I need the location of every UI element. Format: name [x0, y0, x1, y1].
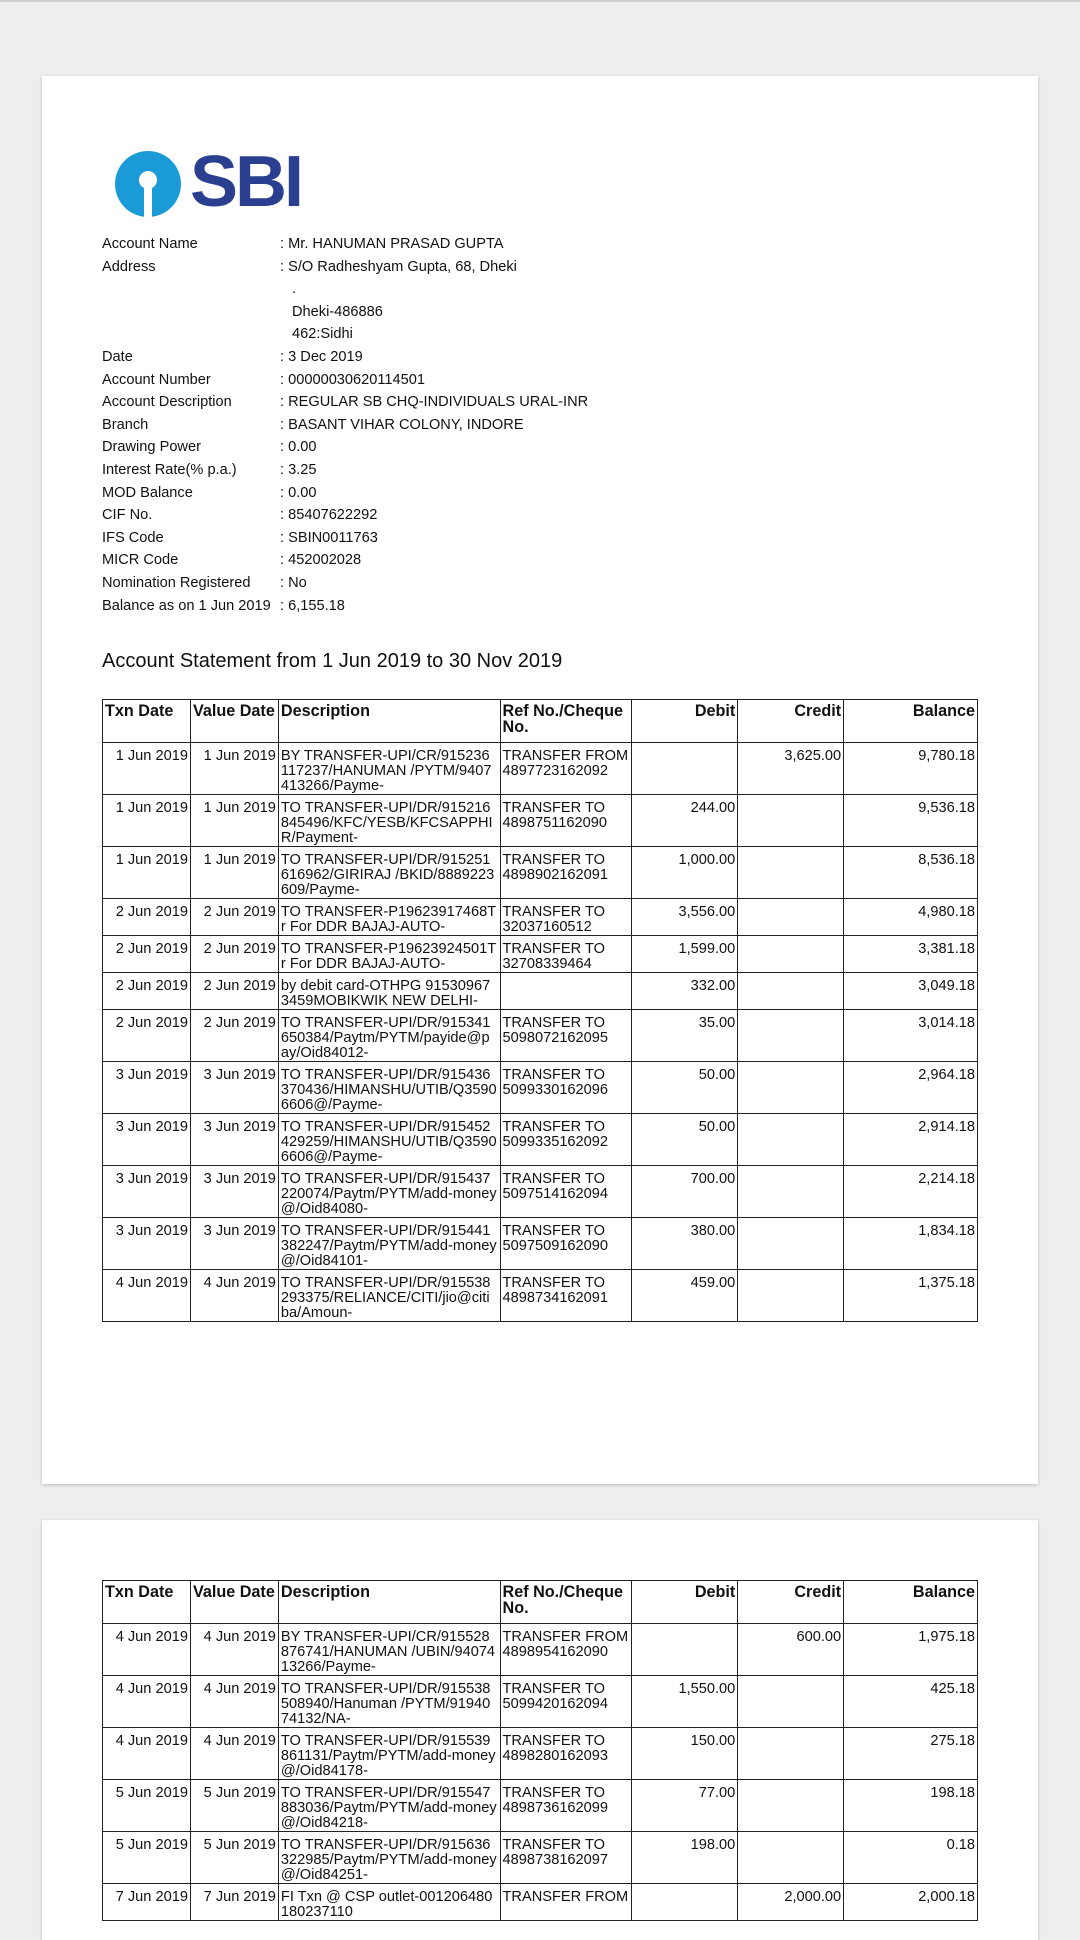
- account-field-value: : Mr. HANUMAN PRASAD GUPTA: [280, 236, 504, 252]
- credit-cell: [738, 1218, 844, 1270]
- credit-cell: [738, 1114, 844, 1166]
- ref-cell: TRANSFER TO 4898280162093: [500, 1728, 632, 1780]
- column-header: Description: [278, 700, 500, 743]
- account-field: [102, 323, 702, 346]
- account-details: [102, 233, 702, 617]
- account-field-label: Date: [102, 348, 133, 365]
- account-field-label: MOD Balance: [102, 484, 193, 501]
- balance-cell: 2,214.18: [844, 1166, 978, 1218]
- value-date-cell: 2 Jun 2019: [190, 973, 278, 1010]
- statement-page-1: [42, 76, 1038, 1484]
- debit-cell: 150.00: [632, 1728, 738, 1780]
- balance-cell: 3,014.18: [844, 1010, 978, 1062]
- value-date-cell: 3 Jun 2019: [190, 1114, 278, 1166]
- account-field-value: Dheki-486886: [292, 303, 383, 320]
- debit-cell: 35.00: [632, 1010, 738, 1062]
- balance-cell: 4,980.18: [844, 899, 978, 936]
- account-field-value: : 0.00: [280, 439, 317, 456]
- value-date-cell: 1 Jun 2019: [190, 743, 278, 795]
- table-row: [103, 1062, 978, 1114]
- balance-cell: 198.18: [844, 1780, 978, 1832]
- column-header: Description: [278, 1581, 500, 1624]
- account-field: [102, 414, 702, 437]
- value-date-cell: 1 Jun 2019: [190, 795, 278, 847]
- ref-cell: TRANSFER FROM: [500, 1884, 632, 1921]
- credit-cell: 3,625.00: [738, 743, 844, 795]
- ref-cell: TRANSFER TO 4898902162091: [500, 847, 632, 899]
- table-row: [103, 1010, 978, 1062]
- table-row: [103, 847, 978, 899]
- ref-cell: TRANSFER TO 4898734162091: [500, 1270, 632, 1322]
- credit-cell: [738, 1728, 844, 1780]
- value-date-cell: 7 Jun 2019: [190, 1884, 278, 1921]
- account-field-label: Address: [102, 258, 156, 275]
- debit-cell: 50.00: [632, 1062, 738, 1114]
- account-field-value: : 3.25: [280, 461, 317, 478]
- account-field-label: CIF No.: [102, 507, 153, 524]
- statement-page-2: [42, 1520, 1038, 1940]
- description-cell: FI Txn @ CSP outlet-001206480180237110: [278, 1884, 500, 1921]
- txn-date-cell: 5 Jun 2019: [103, 1832, 191, 1884]
- ref-cell: TRANSFER TO 32708339464: [500, 936, 632, 973]
- debit-cell: 77.00: [632, 1780, 738, 1832]
- table-row: [103, 1270, 978, 1322]
- value-date-cell: 4 Jun 2019: [190, 1270, 278, 1322]
- debit-cell: 3,556.00: [632, 899, 738, 936]
- table-row: [103, 1166, 978, 1218]
- column-header: Value Date: [190, 700, 278, 743]
- transactions-table-page-2: [102, 1580, 978, 1921]
- txn-date-cell: 4 Jun 2019: [103, 1624, 191, 1676]
- ref-cell: TRANSFER FROM 4898954162090: [500, 1624, 632, 1676]
- description-cell: BY TRANSFER-UPI/CR/915236117237/HANUMAN /PYTM/9407413266/Payme-: [278, 743, 500, 795]
- table-row: [103, 743, 978, 795]
- balance-cell: 9,780.18: [844, 743, 978, 795]
- debit-cell: [632, 1884, 738, 1921]
- account-field-label: Drawing Power: [102, 439, 201, 456]
- debit-cell: 198.00: [632, 1832, 738, 1884]
- transactions-table-page-1: [102, 699, 978, 1322]
- description-cell: TO TRANSFER-P19623917468Tr For DDR BAJAJ-AUTO-: [278, 899, 500, 936]
- table-row: [103, 899, 978, 936]
- value-date-cell: 3 Jun 2019: [190, 1166, 278, 1218]
- table-row: [103, 1114, 978, 1166]
- value-date-cell: 5 Jun 2019: [190, 1780, 278, 1832]
- account-field-label: Account Number: [102, 371, 211, 388]
- credit-cell: [738, 795, 844, 847]
- account-field-value: : 3 Dec 2019: [280, 348, 363, 365]
- ref-cell: TRANSFER TO 5097509162090: [500, 1218, 632, 1270]
- ref-cell: TRANSFER TO 5098072162095: [500, 1010, 632, 1062]
- top-border: [0, 0, 1080, 2]
- credit-cell: 600.00: [738, 1624, 844, 1676]
- debit-cell: 1,550.00: [632, 1676, 738, 1728]
- description-cell: TO TRANSFER-UPI/DR/915216845496/KFC/YESB/KFCSAPPHIR/Payment-: [278, 795, 500, 847]
- txn-date-cell: 4 Jun 2019: [103, 1676, 191, 1728]
- debit-cell: 244.00: [632, 795, 738, 847]
- balance-cell: 9,536.18: [844, 795, 978, 847]
- description-cell: TO TRANSFER-UPI/DR/915251616962/GIRIRAJ /BKID/8889223609/Payme-: [278, 847, 500, 899]
- txn-date-cell: 3 Jun 2019: [103, 1166, 191, 1218]
- credit-cell: [738, 936, 844, 973]
- account-field-value: : 00000030620114501: [280, 371, 426, 388]
- value-date-cell: 3 Jun 2019: [190, 1218, 278, 1270]
- txn-date-cell: 4 Jun 2019: [103, 1270, 191, 1322]
- credit-cell: 2,000.00: [738, 1884, 844, 1921]
- table-row: [103, 1728, 978, 1780]
- account-field-value: : BASANT VIHAR COLONY, INDORE: [280, 416, 524, 433]
- column-header: Txn Date: [103, 1581, 191, 1624]
- table-row: [103, 1832, 978, 1884]
- description-cell: BY TRANSFER-UPI/CR/915528876741/HANUMAN /UBIN/9407413266/Payme-: [278, 1624, 500, 1676]
- description-cell: TO TRANSFER-UPI/DR/915341650384/Paytm/PYTM/payide@pay/Oid84012-: [278, 1010, 500, 1062]
- txn-date-cell: 5 Jun 2019: [103, 1780, 191, 1832]
- account-field-value: : REGULAR SB CHQ-INDIVIDUALS URAL-INR: [280, 394, 589, 411]
- account-field: [102, 369, 702, 392]
- debit-cell: [632, 743, 738, 795]
- account-field: [102, 527, 702, 550]
- txn-date-cell: 2 Jun 2019: [103, 936, 191, 973]
- table-row: [103, 973, 978, 1010]
- txn-date-cell: 2 Jun 2019: [103, 1010, 191, 1062]
- description-cell: TO TRANSFER-UPI/DR/915436370436/HIMANSHU/UTIB/Q35906606@/Payme-: [278, 1062, 500, 1114]
- account-field: [102, 459, 702, 482]
- debit-cell: 1,599.00: [632, 936, 738, 973]
- account-field-label: Interest Rate(% p.a.): [102, 461, 237, 478]
- debit-cell: 332.00: [632, 973, 738, 1010]
- value-date-cell: 2 Jun 2019: [190, 1010, 278, 1062]
- txn-date-cell: 1 Jun 2019: [103, 847, 191, 899]
- account-field: [102, 572, 702, 595]
- account-field: [102, 278, 702, 301]
- table-row: [103, 936, 978, 973]
- value-date-cell: 2 Jun 2019: [190, 936, 278, 973]
- account-field-value: : 6,155.18: [280, 597, 345, 614]
- debit-cell: [632, 1624, 738, 1676]
- column-header: Credit: [738, 700, 844, 743]
- description-cell: TO TRANSFER-UPI/DR/915547883036/Paytm/PYTM/add-money@/Oid84218-: [278, 1780, 500, 1832]
- txn-date-cell: 3 Jun 2019: [103, 1218, 191, 1270]
- value-date-cell: 4 Jun 2019: [190, 1728, 278, 1780]
- value-date-cell: 3 Jun 2019: [190, 1062, 278, 1114]
- column-header: Debit: [632, 1581, 738, 1624]
- description-cell: TO TRANSFER-UPI/DR/915538293375/RELIANCE/CITI/jio@citiba/Amoun-: [278, 1270, 500, 1322]
- description-cell: TO TRANSFER-UPI/DR/915452429259/HIMANSHU/UTIB/Q35906606@/Payme-: [278, 1114, 500, 1166]
- ref-cell: TRANSFER TO 4898751162090: [500, 795, 632, 847]
- description-cell: TO TRANSFER-UPI/DR/915437220074/Paytm/PYTM/add-money@/Oid84080-: [278, 1166, 500, 1218]
- sbi-logo-text: SBI: [190, 142, 302, 222]
- table-row: [103, 1780, 978, 1832]
- credit-cell: [738, 1166, 844, 1218]
- debit-cell: 459.00: [632, 1270, 738, 1322]
- txn-date-cell: 1 Jun 2019: [103, 743, 191, 795]
- balance-cell: 3,381.18: [844, 936, 978, 973]
- ref-cell: TRANSFER TO 4898736162099: [500, 1780, 632, 1832]
- account-field: [102, 256, 702, 279]
- value-date-cell: 4 Jun 2019: [190, 1624, 278, 1676]
- account-field-value: 462:Sidhi: [292, 326, 353, 343]
- balance-cell: 1,834.18: [844, 1218, 978, 1270]
- ref-cell: TRANSFER TO 32037160512: [500, 899, 632, 936]
- account-field-label: IFS Code: [102, 529, 164, 546]
- credit-cell: [738, 899, 844, 936]
- column-header: Balance: [844, 700, 978, 743]
- account-field-value: : 452002028: [280, 552, 362, 569]
- table-row: [103, 1624, 978, 1676]
- account-field-value: : S/O Radheshyam Gupta, 68, Dheki: [280, 258, 517, 275]
- account-field-label: Account Name: [102, 236, 198, 252]
- debit-cell: 1,000.00: [632, 847, 738, 899]
- account-field: [102, 391, 702, 414]
- column-header: Ref No./Cheque No.: [500, 700, 632, 743]
- balance-cell: 2,000.18: [844, 1884, 978, 1921]
- credit-cell: [738, 1832, 844, 1884]
- account-field-value: .: [292, 281, 297, 298]
- column-header: Txn Date: [103, 700, 191, 743]
- credit-cell: [738, 1062, 844, 1114]
- table-row: [103, 795, 978, 847]
- account-field-value: : No: [280, 574, 307, 591]
- ref-cell: [500, 973, 632, 1010]
- account-field-label: Balance as on 1 Jun 2019: [102, 597, 271, 614]
- sbi-logo: [112, 142, 302, 222]
- account-field-label: Account Description: [102, 394, 232, 411]
- txn-date-cell: 2 Jun 2019: [103, 973, 191, 1010]
- balance-cell: 2,964.18: [844, 1062, 978, 1114]
- description-cell: TO TRANSFER-UPI/DR/915539861131/Paytm/PYTM/add-money@/Oid84178-: [278, 1728, 500, 1780]
- table-row: [103, 1676, 978, 1728]
- description-cell: TO TRANSFER-UPI/DR/915441382247/Paytm/PYTM/add-money@/Oid84101-: [278, 1218, 500, 1270]
- ref-cell: TRANSFER TO 4898738162097: [500, 1832, 632, 1884]
- credit-cell: [738, 973, 844, 1010]
- ref-cell: TRANSFER TO 5099330162096: [500, 1062, 632, 1114]
- description-cell: TO TRANSFER-UPI/DR/915636322985/Paytm/PYTM/add-money@/Oid84251-: [278, 1832, 500, 1884]
- value-date-cell: 4 Jun 2019: [190, 1676, 278, 1728]
- account-field: [102, 595, 702, 618]
- debit-cell: 50.00: [632, 1114, 738, 1166]
- balance-cell: 1,975.18: [844, 1624, 978, 1676]
- account-field: [102, 482, 702, 505]
- debit-cell: 700.00: [632, 1166, 738, 1218]
- balance-cell: 1,375.18: [844, 1270, 978, 1322]
- txn-date-cell: 3 Jun 2019: [103, 1114, 191, 1166]
- description-cell: by debit card-OTHPG 915309673459MOBIKWIK NEW DELHI-: [278, 973, 500, 1010]
- account-field: [102, 301, 702, 324]
- balance-cell: 3,049.18: [844, 973, 978, 1010]
- table-header-row: [103, 1581, 978, 1624]
- description-cell: TO TRANSFER-UPI/DR/915538508940/Hanuman /PYTM/9194074132/NA-: [278, 1676, 500, 1728]
- table-row: [103, 1218, 978, 1270]
- value-date-cell: 5 Jun 2019: [190, 1832, 278, 1884]
- column-header: Credit: [738, 1581, 844, 1624]
- ref-cell: TRANSFER TO 5099335162092: [500, 1114, 632, 1166]
- value-date-cell: 2 Jun 2019: [190, 899, 278, 936]
- credit-cell: [738, 1780, 844, 1832]
- sbi-logo-icon: [112, 148, 184, 220]
- credit-cell: [738, 1270, 844, 1322]
- column-header: Value Date: [190, 1581, 278, 1624]
- balance-cell: 8,536.18: [844, 847, 978, 899]
- account-field-value: : 85407622292: [280, 507, 378, 524]
- account-field-value: : 0.00: [280, 484, 317, 501]
- column-header: Ref No./Cheque No.: [500, 1581, 632, 1624]
- column-header: Debit: [632, 700, 738, 743]
- value-date-cell: 1 Jun 2019: [190, 847, 278, 899]
- description-cell: TO TRANSFER-P19623924501Tr For DDR BAJAJ-AUTO-: [278, 936, 500, 973]
- debit-cell: 380.00: [632, 1218, 738, 1270]
- txn-date-cell: 3 Jun 2019: [103, 1062, 191, 1114]
- account-field-label: MICR Code: [102, 552, 179, 569]
- txn-date-cell: 4 Jun 2019: [103, 1728, 191, 1780]
- account-field-label: Nomination Registered: [102, 574, 251, 591]
- table-header-row: [103, 700, 978, 743]
- balance-cell: 275.18: [844, 1728, 978, 1780]
- ref-cell: TRANSFER FROM 4897723162092: [500, 743, 632, 795]
- balance-cell: 0.18: [844, 1832, 978, 1884]
- column-header: Balance: [844, 1581, 978, 1624]
- account-field-value: : SBIN0011763: [280, 529, 378, 546]
- credit-cell: [738, 1010, 844, 1062]
- balance-cell: 2,914.18: [844, 1114, 978, 1166]
- account-field: [102, 233, 702, 256]
- credit-cell: [738, 847, 844, 899]
- txn-date-cell: 1 Jun 2019: [103, 795, 191, 847]
- txn-date-cell: 2 Jun 2019: [103, 899, 191, 936]
- account-field: [102, 549, 702, 572]
- account-field-label: Branch: [102, 416, 149, 433]
- account-field: [102, 346, 702, 369]
- ref-cell: TRANSFER TO 5097514162094: [500, 1166, 632, 1218]
- balance-cell: 425.18: [844, 1676, 978, 1728]
- account-field: [102, 436, 702, 459]
- account-field: [102, 504, 702, 527]
- txn-date-cell: 7 Jun 2019: [103, 1884, 191, 1921]
- statement-title: Account Statement from 1 Jun 2019 to 30 Nov 2019: [102, 650, 563, 672]
- credit-cell: [738, 1676, 844, 1728]
- table-row: [103, 1884, 978, 1921]
- ref-cell: TRANSFER TO 5099420162094: [500, 1676, 632, 1728]
